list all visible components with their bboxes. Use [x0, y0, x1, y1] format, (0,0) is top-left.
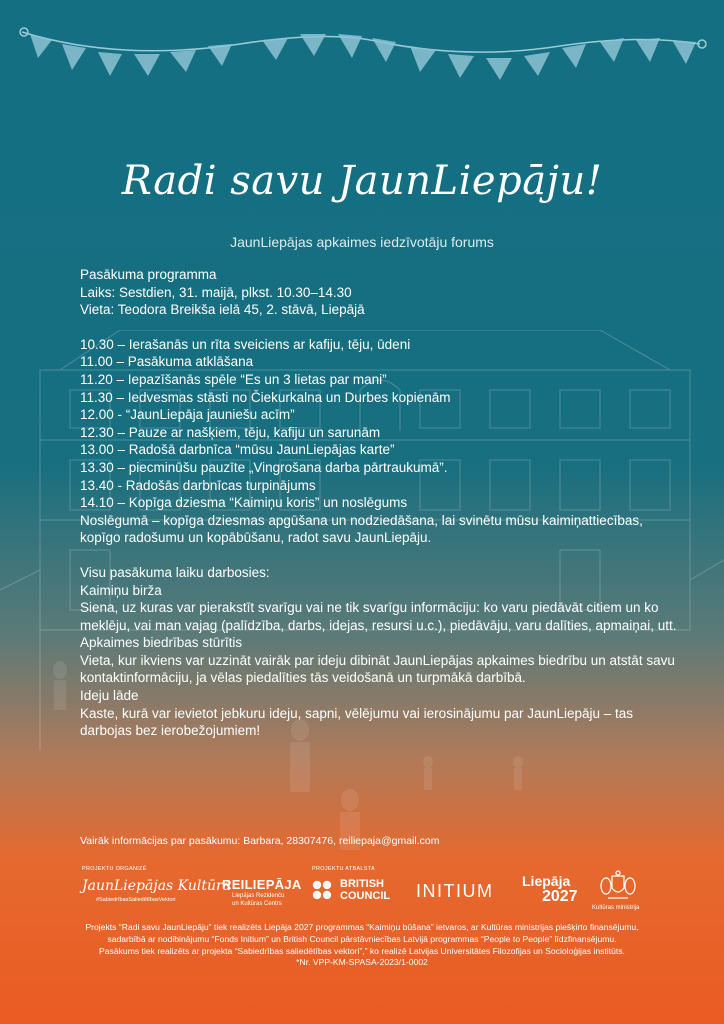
schedule-item: 10.30 – Ierašanās un rīta sveiciens ar kafiju, tēju, ūdeni — [80, 336, 411, 352]
activity-text: Vieta, kur ikviens var uzzināt vairāk par ideju dibināt JaunLiepājas apkaimes biedrību un atstāt savu kontaktinformāciju, ja vēlas piedalīties tās veidošanā un turpmākā darbībā. — [80, 652, 675, 686]
reiliepaja-sub1: Liepājas Rezidenču — [232, 893, 285, 899]
schedule-item: 12.30 – Pauze ar našķiem, tēju, kafiju un sarunām — [80, 424, 381, 440]
poster-subtitle: JaunLiepājas apkaimes iedzīvotāju forums — [230, 234, 494, 250]
latvia-coat-of-arms-icon — [598, 870, 638, 902]
footer-line: Pasākums tiek realizēts ar projekta “Sabiedrības saliedētības vektori”,” ko realizē Latvijas Universitātes Filozofijas un Socioloģijas institūts. — [99, 945, 625, 956]
schedule-item: 11.20 – Iepazīšanās spēle “Es un 3 lietas par mani” — [80, 371, 387, 387]
schedule-item: 13.40 - Radošās darbnīcas turpinājums — [80, 477, 316, 493]
footer-line: *Nr. VPP-KM-SPASA-2023/1-0002 — [296, 957, 428, 968]
footer-line: Projekts “Radi savu JaunLiepāju” tiek realizēts Liepāja 2027 programmas “Kaimiņu būšana” ietvaros, ar Kultūras ministrijas piešķirto finansējumu, — [85, 922, 639, 932]
activity-text: Kaste, kurā var ievietot jebkuru ideju, sapni, vēlējumu vai ierosinājumu par JaunLiepāju – tas darbojas bez ierobežojumiem! — [80, 705, 634, 739]
program-heading: Pasākuma programma — [80, 267, 217, 282]
liepaja-2027-logo-line1: Liepāja — [522, 873, 571, 889]
contact-info: Vairāk informācijas par pasākumu: Barbara, 28307476, reiliepaja@gmail.com — [80, 835, 440, 847]
reiliepaja-sub2: un Kultūras Centrs — [232, 901, 282, 907]
poster-title: Radi savu JaunLiepāju! — [121, 158, 603, 204]
schedule-item: 13.00 – Radošā darbnīca “mūsu JaunLiepājas karte” — [80, 442, 395, 458]
schedule-item: 13.30 – piecminūšu pauzīte „Vingrošana darba pārtraukumā”. — [80, 459, 448, 475]
british-council-logo-line1: BRITISH — [340, 878, 384, 890]
schedule-item: 11.00 – Pasākuma atklāšana — [80, 354, 254, 370]
activity-title: Apkaimes biedrības stūrītis — [80, 635, 243, 651]
jaunliepajas-kultura-logo: JaunLiepājas Kultūra — [82, 878, 232, 894]
ministry-label: Kultūras ministrija — [592, 905, 640, 911]
event-time: Laiks: Sestdien, 31. maijā, plkst. 10.30–14.30 — [80, 284, 352, 300]
bunting-decoration — [0, 0, 724, 90]
footer-text — [40, 922, 684, 969]
activity-title: Ideju lāde — [80, 688, 139, 704]
all-day-heading: Visu pasākuma laiku darbosies: — [80, 564, 270, 580]
support-label: PROJEKTU ATBALSTA — [312, 866, 375, 872]
liepaja-2027-logo-line2: 2027 — [542, 888, 578, 905]
activity-text: Siena, uz kuras var pierakstīt svarīgu vai ne tik svarīgu informāciju: ko varu piedāvāt citiem un ko meklēju, vai man vajag (palīdzība, darbs, idejas, resursi u.c.), piedāvāju, varu dalīties, apmaiņai, utt. — [80, 600, 677, 633]
schedule-item: 12.00 - “JaunLiepāja jauniešu acīm” — [80, 407, 295, 423]
british-council-logo-line2: COUNCIL — [340, 890, 391, 902]
program-content — [80, 266, 680, 740]
jaunliepajas-kultura-tag: #SabiedrībasSaliedētībasVektori — [96, 897, 176, 903]
initium-logo: INITIUM — [416, 881, 494, 901]
british-council-dots-icon — [312, 880, 336, 904]
footer-line: sadarbībā ar nodibinājumu “Fonds Initium” un British Council pārstāvniecības Latvijā programmas “People to People” līdzfinansējumu. — [107, 933, 617, 944]
schedule-item: 11.30 – Iedvesmas stāsti no Čiekurkalna un Durbes kopienām — [80, 389, 451, 405]
schedule-item: 14.10 – Kopīga dziesma “Kaimiņu koris” un noslēgums — [80, 495, 408, 511]
organizer-label: PROJEKTU ORGANIZĒ — [82, 866, 147, 872]
reiliepaja-logo: REILIEPĀJA — [222, 877, 302, 892]
activity-title: Kaimiņu birža — [80, 582, 162, 598]
event-place: Vieta: Teodora Breikša ielā 45, 2. stāvā, Liepājā — [80, 302, 365, 318]
closing-text: Noslēgumā – kopīga dziesmas apgūšana un nodziedāšana, lai svinētu mūsu kaimiņattiecības, kopīgo radošumu un kopābūšanu, radot savu JaunLiepāju. — [80, 512, 643, 546]
